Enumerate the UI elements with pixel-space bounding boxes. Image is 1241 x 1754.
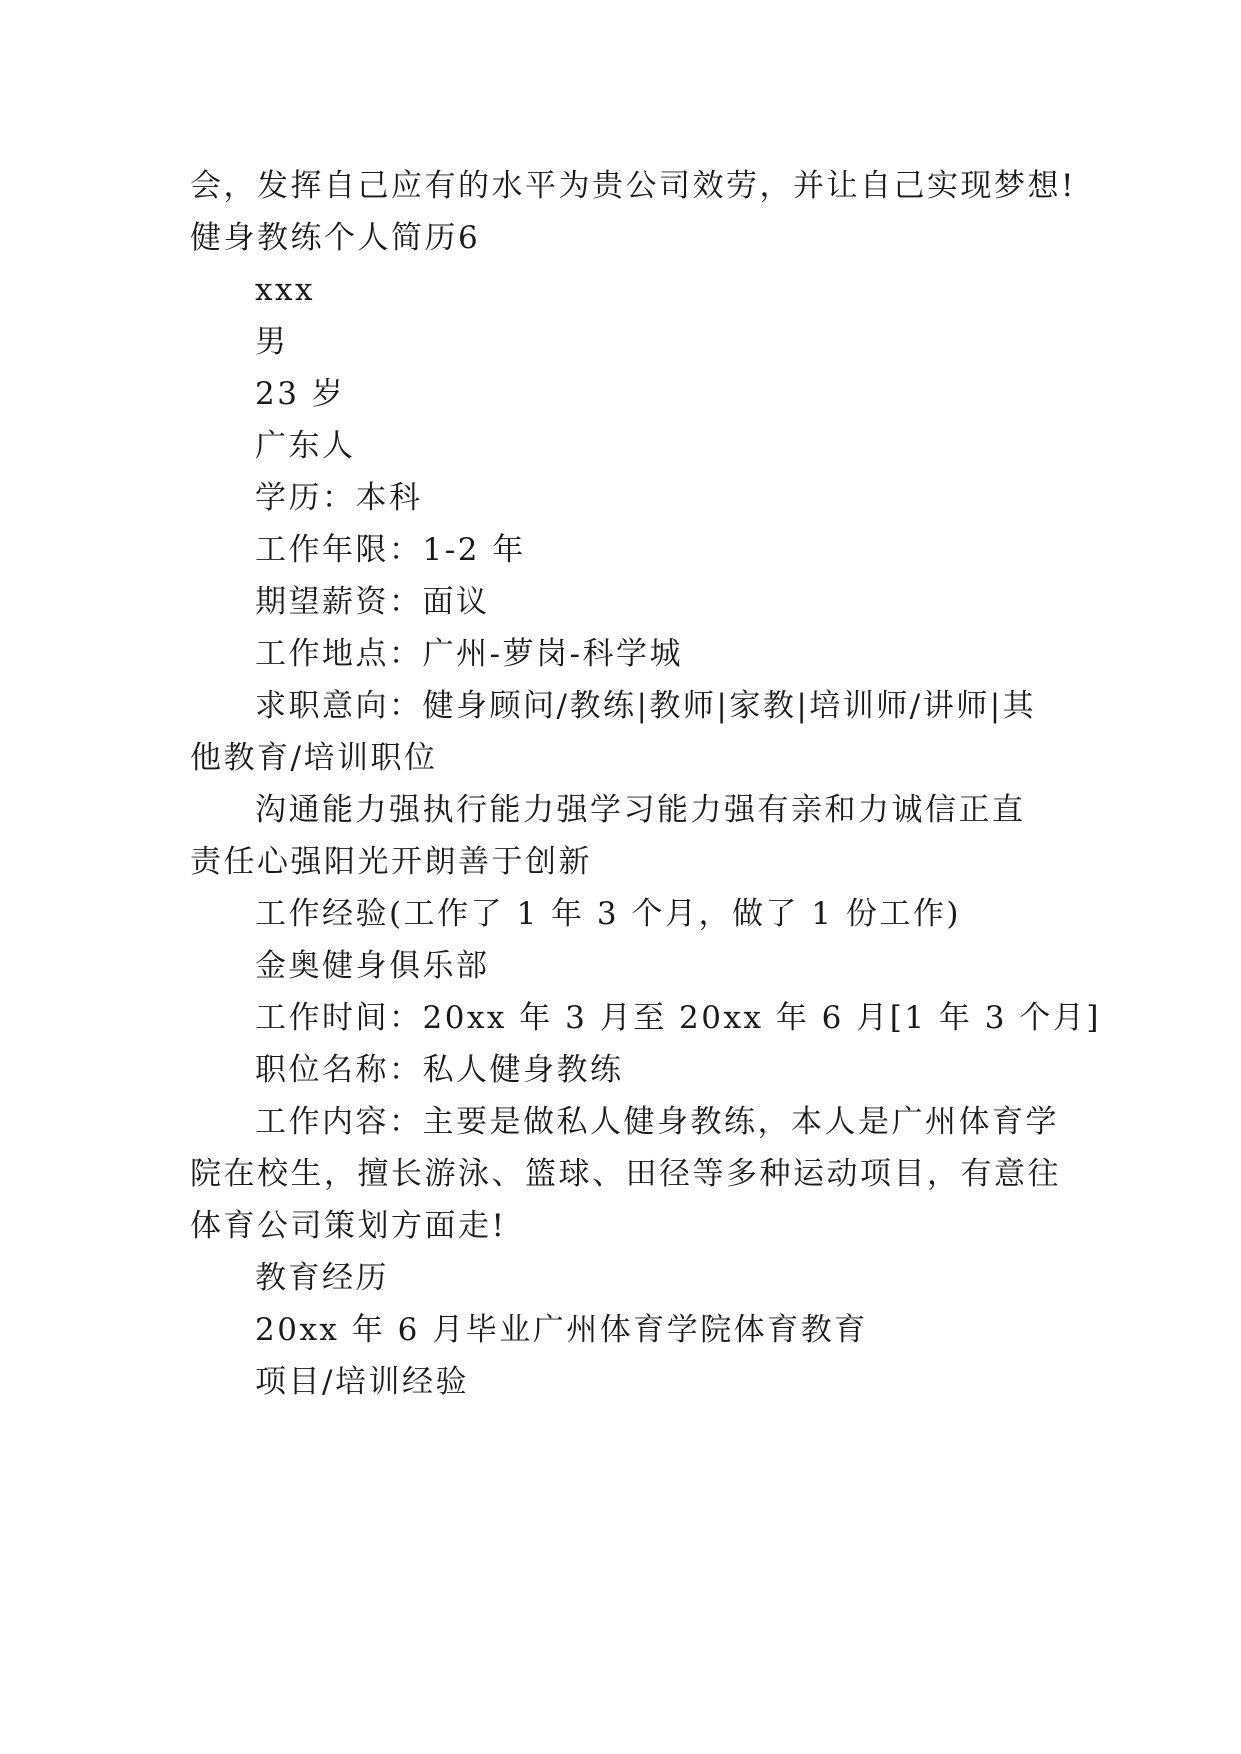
name-line: xxx bbox=[255, 272, 315, 308]
work-experience-heading: 工作经验(工作了 1 年 3 个月，做了 1 份工作) bbox=[255, 896, 961, 932]
education-level-line: 学历：本科 bbox=[255, 480, 423, 516]
self-evaluation-line-continued: 责任心强阳光开朗善于创新 bbox=[190, 844, 592, 880]
employer-name: 金奥健身俱乐部 bbox=[255, 948, 490, 984]
gender-line: 男 bbox=[255, 324, 289, 360]
job-intention-line: 求职意向：健身顾问/教练|教师|家教|培训师/讲师|其 bbox=[255, 688, 1037, 724]
work-period-line: 工作时间：20xx 年 3 月至 20xx 年 6 月[1 年 3 个月] bbox=[255, 1000, 1101, 1036]
education-entry: 20xx 年 6 月毕业广州体育学院体育教育 bbox=[255, 1312, 868, 1348]
work-location-line: 工作地点：广州-萝岗-科学城 bbox=[255, 636, 683, 672]
work-content-line: 工作内容：主要是做私人健身教练，本人是广州体育学 bbox=[255, 1104, 1059, 1140]
age-line: 23 岁 bbox=[255, 376, 346, 412]
work-years-line: 工作年限：1-2 年 bbox=[255, 532, 526, 568]
section-title: 健身教练个人简历6 bbox=[190, 220, 481, 256]
education-heading: 教育经历 bbox=[255, 1260, 389, 1296]
job-intention-line-continued: 他教育/培训职位 bbox=[190, 740, 438, 776]
expected-salary-line: 期望薪资：面议 bbox=[255, 584, 490, 620]
work-content-line-end: 体育公司策划方面走! bbox=[190, 1208, 507, 1244]
text-line-continuation: 会，发挥自己应有的水平为贵公司效劳，并让自己实现梦想! bbox=[190, 168, 1076, 204]
self-evaluation-line: 沟通能力强执行能力强学习能力强有亲和力诚信正直 bbox=[255, 792, 1026, 828]
position-title-line: 职位名称：私人健身教练 bbox=[255, 1052, 624, 1088]
training-heading: 项目/培训经验 bbox=[255, 1364, 469, 1400]
origin-line: 广东人 bbox=[255, 428, 356, 464]
work-content-line-continued: 院在校生，擅长游泳、篮球、田径等多种运动项目，有意往 bbox=[190, 1156, 1061, 1192]
